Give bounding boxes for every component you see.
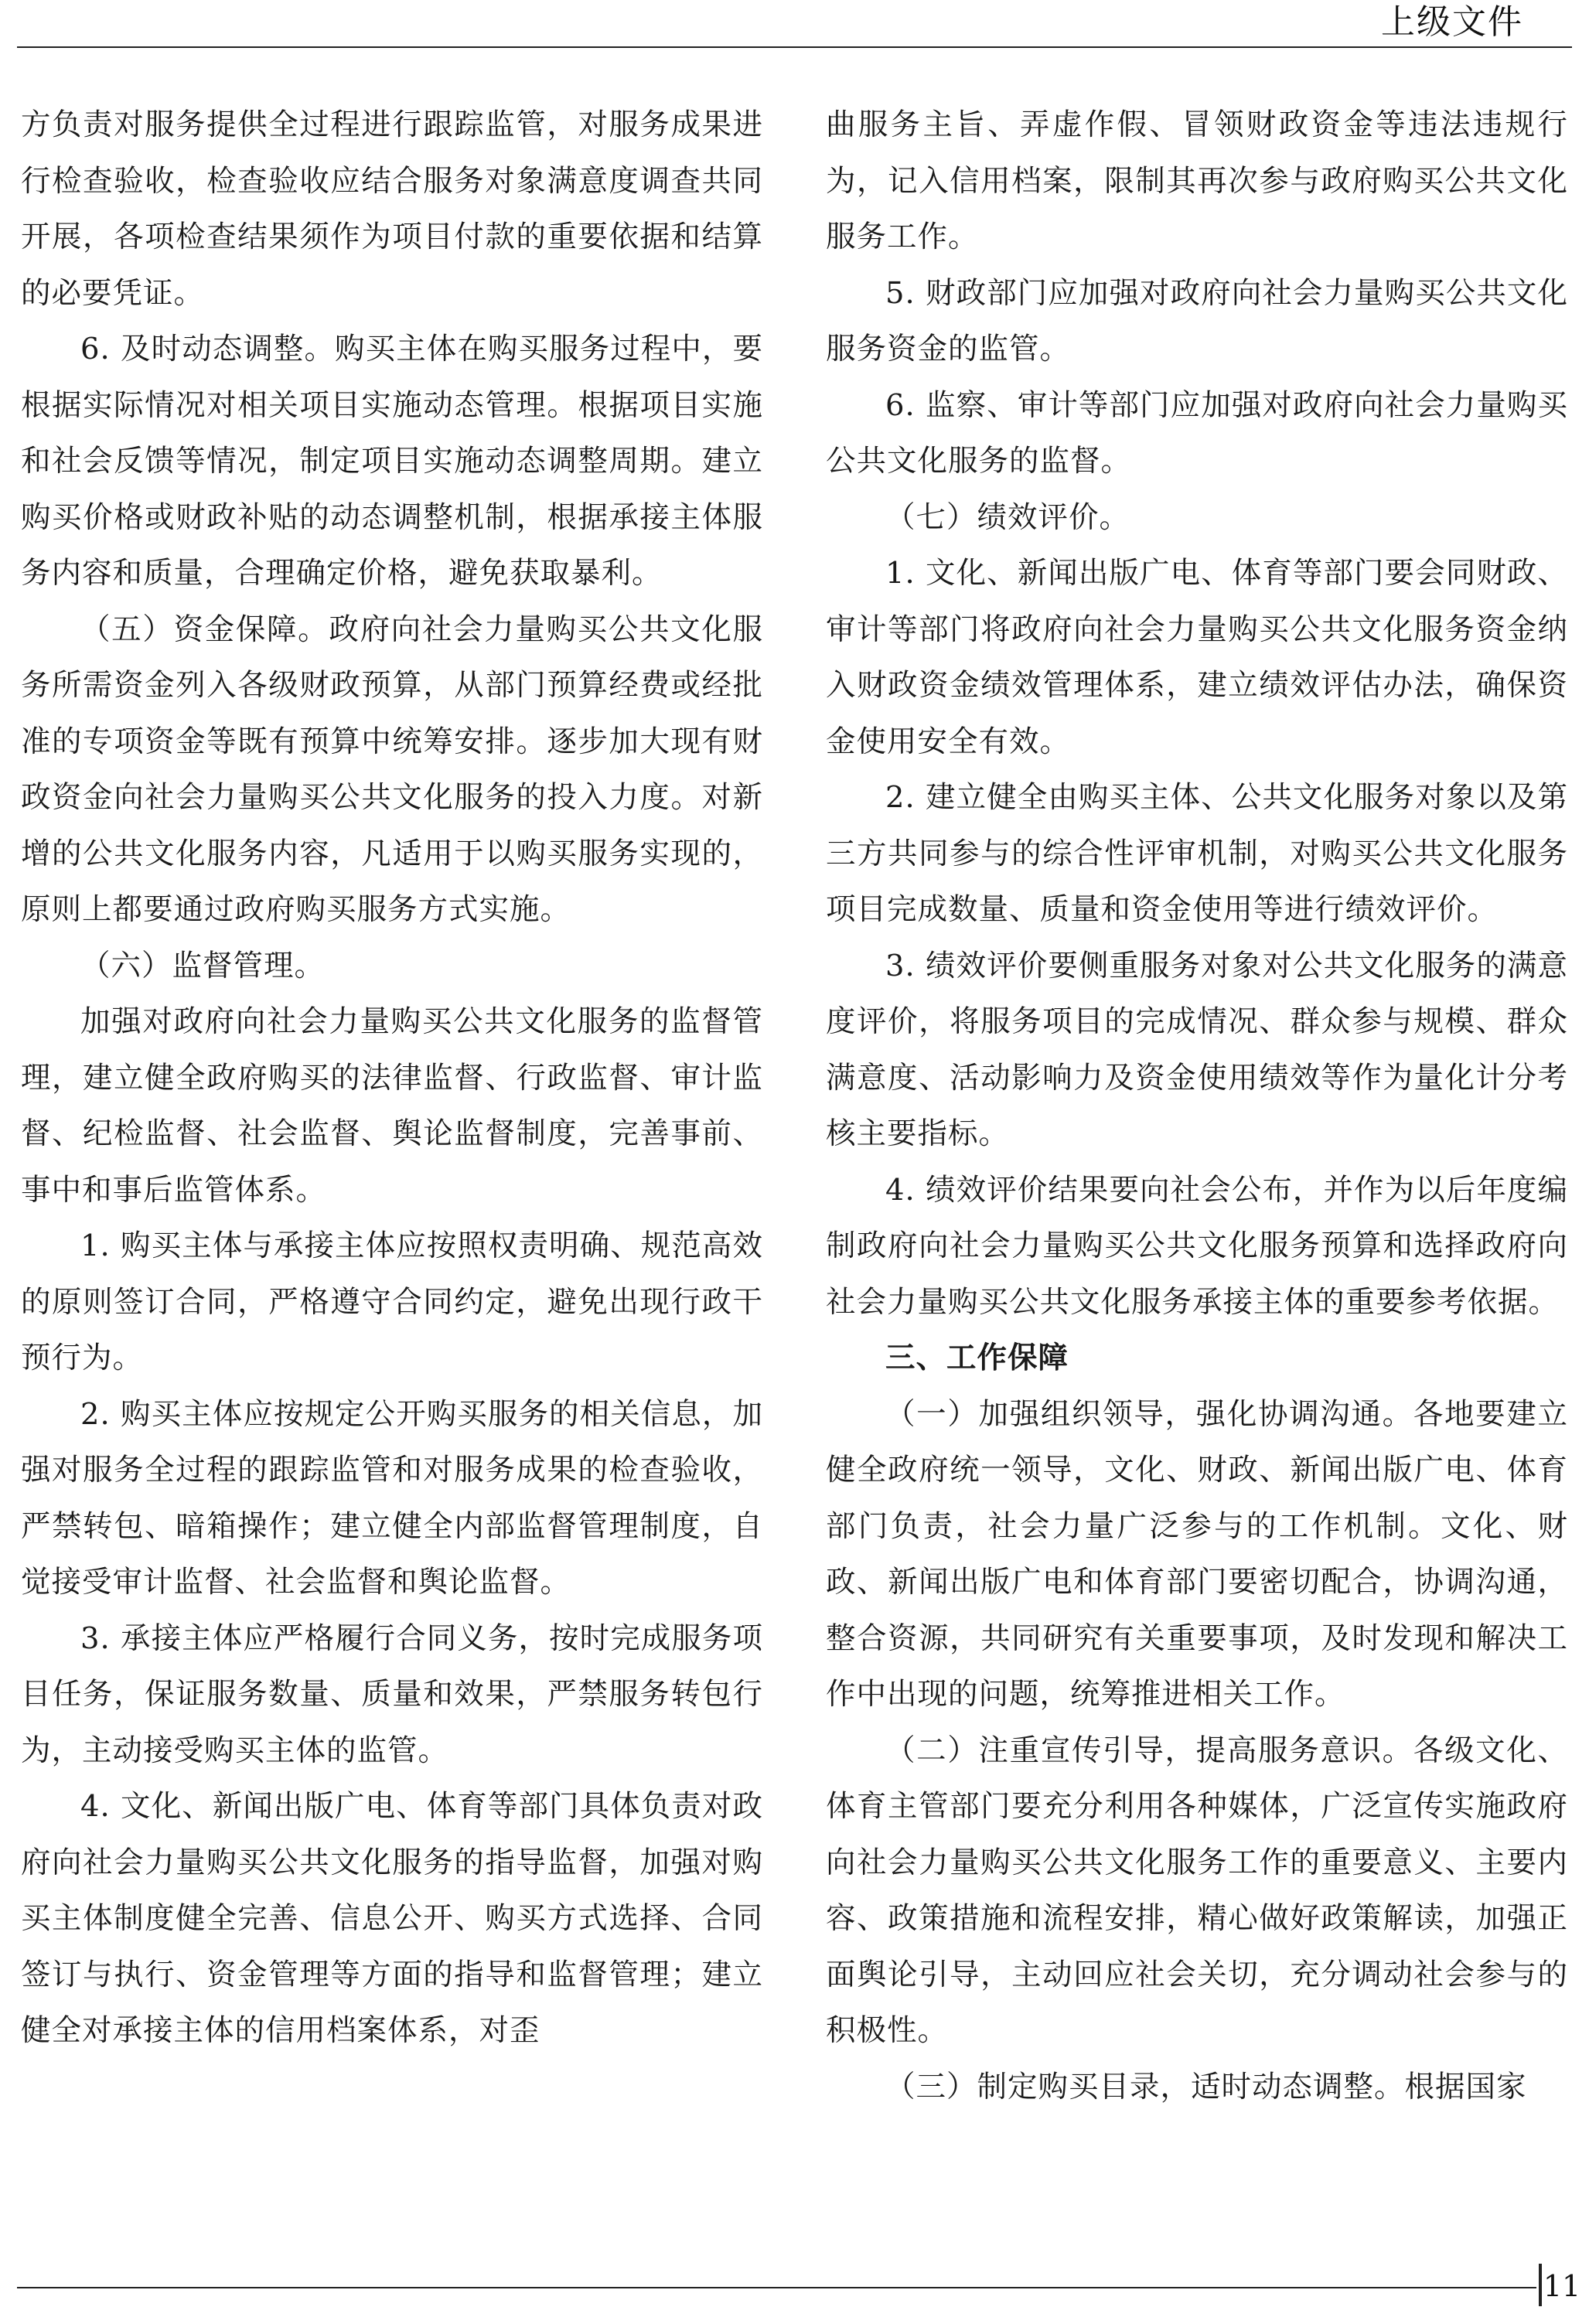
paragraph: （一）加强组织领导，强化协调沟通。各地要建立健全政府统一领导，文化、财政、新闻出版广电、体育部门负责，社会力量广泛参与的工作机制。文化、财政、新闻出版广电和体育部门要密切配合，协调沟通，整合资源，共同研究有关重要事项，及时发现和解决工作中出现的问题，统筹推进相关工作。 xyxy=(826,1396,1568,1712)
paragraph: 2. 建立健全由购买主体、公共文化服务对象以及第三方共同参与的综合性评审机制，对购买公共文化服务项目完成数量、质量和资金使用等进行绩效评价。 xyxy=(826,780,1568,927)
page-header-title: 上级文件 xyxy=(1381,2,1523,42)
paragraph: （六）监督管理。 xyxy=(80,948,326,983)
paragraph: 1. 文化、新闻出版广电、体育等部门要会同财政、审计等部门将政府向社会力量购买公共文化服务资金纳入财政资金绩效管理体系，建立绩效评估办法，确保资金使用安全有效。 xyxy=(826,556,1568,759)
page-number: 11 xyxy=(1543,2269,1581,2303)
paragraph: 三、工作保障 xyxy=(885,1341,1069,1375)
paragraph: 6. 及时动态调整。购买主体在购买服务过程中，要根据实际情况对相关项目实施动态管理。根据项目实施和社会反馈等情况，制定项目实施动态调整周期。建立购买价格或财政补贴的动态调整机制，根据承接主体服务内容和质量，合理确定价格，避免获取暴利。 xyxy=(21,332,763,591)
header-rule xyxy=(17,46,1572,48)
paragraph: 1. 购买主体与承接主体应按照权责明确、规范高效的原则签订合同，严格遵守合同约定，避免出现行政干预行为。 xyxy=(21,1228,763,1375)
footer-mark xyxy=(1539,2264,1542,2306)
paragraph: （七）绩效评价。 xyxy=(885,499,1130,535)
paragraph: 4. 绩效评价结果要向社会公布，并作为以后年度编制政府向社会力量购买公共文化服务预算和选择政府向社会力量购买公共文化服务承接主体的重要参考依据。 xyxy=(826,1172,1568,1320)
left-column xyxy=(21,97,763,2060)
paragraph: 5. 财政部门应加强对政府向社会力量购买公共文化服务资金的监管。 xyxy=(826,275,1568,366)
right-column xyxy=(826,97,1568,2115)
paragraph: 3. 绩效评价要侧重服务对象对公共文化服务的满意度评价，将服务项目的完成情况、群众参与规模、群众满意度、活动影响力及资金使用绩效等作为量化计分考核主要指标。 xyxy=(826,948,1568,1151)
paragraph: 加强对政府向社会力量购买公共文化服务的监督管理，建立健全政府购买的法律监督、行政监督、审计监督、纪检监督、社会监督、舆论监督制度，完善事前、事中和事后监管体系。 xyxy=(21,1004,763,1208)
paragraph: 4. 文化、新闻出版广电、体育等部门具体负责对政府向社会力量购买公共文化服务的指导监督，加强对购买主体制度健全完善、信息公开、购买方式选择、合同签订与执行、资金管理等方面的指导和监督管理；建立健全对承接主体的信用档案体系，对歪 xyxy=(21,1789,763,2048)
paragraph: （三）制定购买目录，适时动态调整。根据国家 xyxy=(885,2069,1527,2104)
paragraph: 曲服务主旨、弄虚作假、冒领财政资金等违法违规行为，记入信用档案，限制其再次参与政府购买公共文化服务工作。 xyxy=(826,107,1568,254)
paragraph: 3. 承接主体应严格履行合同义务，按时完成服务项目任务，保证服务数量、质量和效果，严禁服务转包行为，主动接受购买主体的监管。 xyxy=(21,1620,763,1768)
paragraph: 方负责对服务提供全过程进行跟踪监管，对服务成果进行检查验收，检查验收应结合服务对象满意度调查共同开展，各项检查结果须作为项目付款的重要依据和结算的必要凭证。 xyxy=(21,107,763,311)
paragraph: 6. 监察、审计等部门应加强对政府向社会力量购买公共文化服务的监督。 xyxy=(826,387,1568,479)
paragraph: （二）注重宣传引导，提高服务意识。各级文化、体育主管部门要充分利用各种媒体，广泛宣传实施政府向社会力量购买公共文化服务工作的重要意义、主要内容、政策措施和流程安排，精心做好政策解读，加强正面舆论引导，主动回应社会关切，充分调动社会参与的积极性。 xyxy=(826,1733,1568,2048)
paragraph: （五）资金保障。政府向社会力量购买公共文化服务所需资金列入各级财政预算，从部门预算经费或经批准的专项资金等既有预算中统筹安排。逐步加大现有财政资金向社会力量购买公共文化服务的投入力度。对新增的公共文化服务内容，凡适用于以购买服务实现的，原则上都要通过政府购买服务方式实施。 xyxy=(21,612,763,927)
footer-rule xyxy=(17,2287,1536,2288)
paragraph: 2. 购买主体应按规定公开购买服务的相关信息，加强对服务全过程的跟踪监管和对服务成果的检查验收，严禁转包、暗箱操作；建立健全内部监督管理制度，自觉接受审计监督、社会监督和舆论监督。 xyxy=(21,1396,763,1600)
